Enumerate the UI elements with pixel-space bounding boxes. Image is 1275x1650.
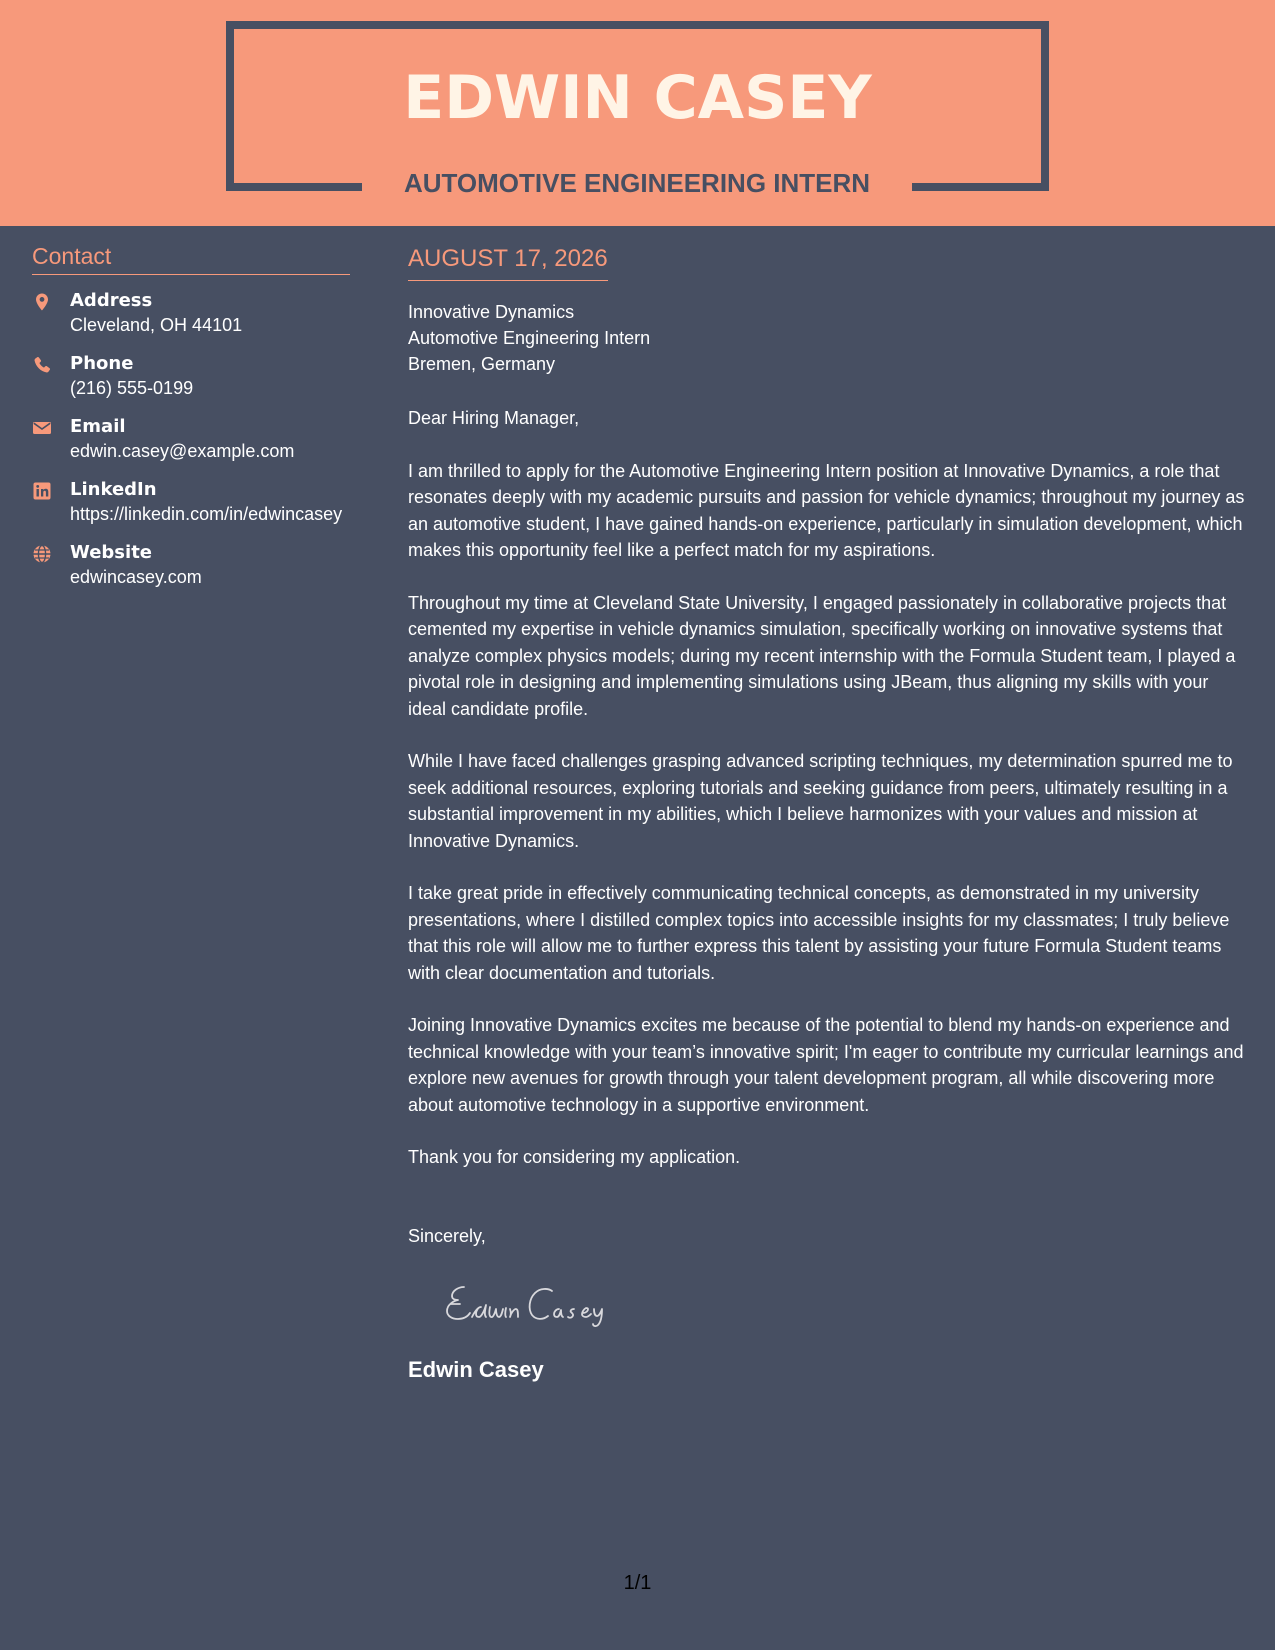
contact-value: (216) 555-0199	[70, 378, 194, 398]
thanks-line: Thank you for considering my application.	[408, 1147, 741, 1167]
recipient-company: Innovative Dynamics	[408, 302, 575, 322]
contact-email	[32, 415, 350, 464]
envelope-icon	[32, 415, 70, 464]
handwritten-signature	[442, 1275, 1250, 1335]
paragraph: Throughout my time at Cleveland State University, I engaged passionately in collaborative projects that cemented my expertise in vehicle dynamics simulation, specifically working on innovative systems that analyze complex physics models; during my recent internship with the Formula Student team, I played a pivotal role in designing and implementing simulations using JBeam, thus aligning my skills with your ideal candidate profile.	[408, 592, 1236, 719]
header-banner	[0, 0, 1275, 226]
job-title: AUTOMOTIVE ENGINEERING INTERN	[403, 168, 871, 198]
contact-phone	[32, 352, 350, 401]
contact-label: Address	[70, 290, 153, 311]
paragraph: I am thrilled to apply for the Automotive Engineering Intern position at Innovative Dynamics, a role that resonates deeply with my academic pursuits and passion for vehicle dynamics; throughout my journey as an automotive student, I have gained hands-on experience, particularly in simulation development, which makes this opportunity feel like a perfect match for my aspirations.	[408, 460, 1245, 560]
recipient-location: Bremen, Germany	[408, 354, 556, 374]
contact-value[interactable]: edwin.casey@example.com	[70, 441, 295, 461]
recipient-position: Automotive Engineering Intern	[408, 328, 651, 348]
applicant-name: EDWIN CASEY	[403, 63, 872, 133]
contact-value[interactable]: https://linkedin.com/in/edwincasey	[70, 504, 343, 524]
paragraph: While I have faced challenges grasping advanced scripting techniques, my determination spurred me to seek additional resources, exploring tutorials and seeking guidance from peers, ultimately resulting in a substantial improvement in my abilities, which I believe harmonizes with your values and mission at Innovative Dynamics.	[408, 751, 1233, 851]
phone-icon	[32, 352, 70, 401]
map-pin-icon	[32, 289, 70, 338]
letter-body	[408, 242, 1250, 1385]
contact-label: LinkedIn	[70, 479, 157, 500]
closing: Sincerely,	[408, 1225, 486, 1246]
contact-website	[32, 541, 350, 590]
contact-linkedin	[32, 478, 350, 527]
globe-icon	[32, 541, 70, 590]
contact-address	[32, 289, 350, 338]
contact-value: Cleveland, OH 44101	[70, 315, 243, 335]
paragraph: I take great pride in effectively communicating technical concepts, as demonstrated in my university presentations, where I distilled complex topics into accessible insights for my classmates; I truly believe that this role will allow me to further express this talent by assisting your future Formula Student teams with clear documentation and tutorials.	[408, 883, 1230, 983]
page-number: 1/1	[623, 1572, 652, 1594]
paragraph: Joining Innovative Dynamics excites me because of the potential to blend my hands-on experience and technical knowledge with your team’s innovative spirit; I'm eager to contribute my curricular learnings and explore new avenues for growth through your talent development program, all while discovering more about automotive technology in a supportive environment.	[408, 1015, 1244, 1115]
contact-value[interactable]: edwincasey.com	[70, 567, 202, 587]
recipient-block	[408, 299, 1250, 377]
linkedin-icon	[32, 478, 70, 527]
contact-label: Phone	[70, 353, 134, 374]
contact-heading: Contact	[32, 240, 350, 275]
contact-label: Website	[70, 542, 153, 563]
letter-date: AUGUST 17, 2026	[408, 242, 608, 281]
contact-sidebar	[32, 240, 350, 604]
greeting: Dear Hiring Manager,	[408, 408, 580, 428]
contact-label: Email	[70, 416, 126, 437]
signer-name: Edwin Casey	[408, 1357, 544, 1382]
